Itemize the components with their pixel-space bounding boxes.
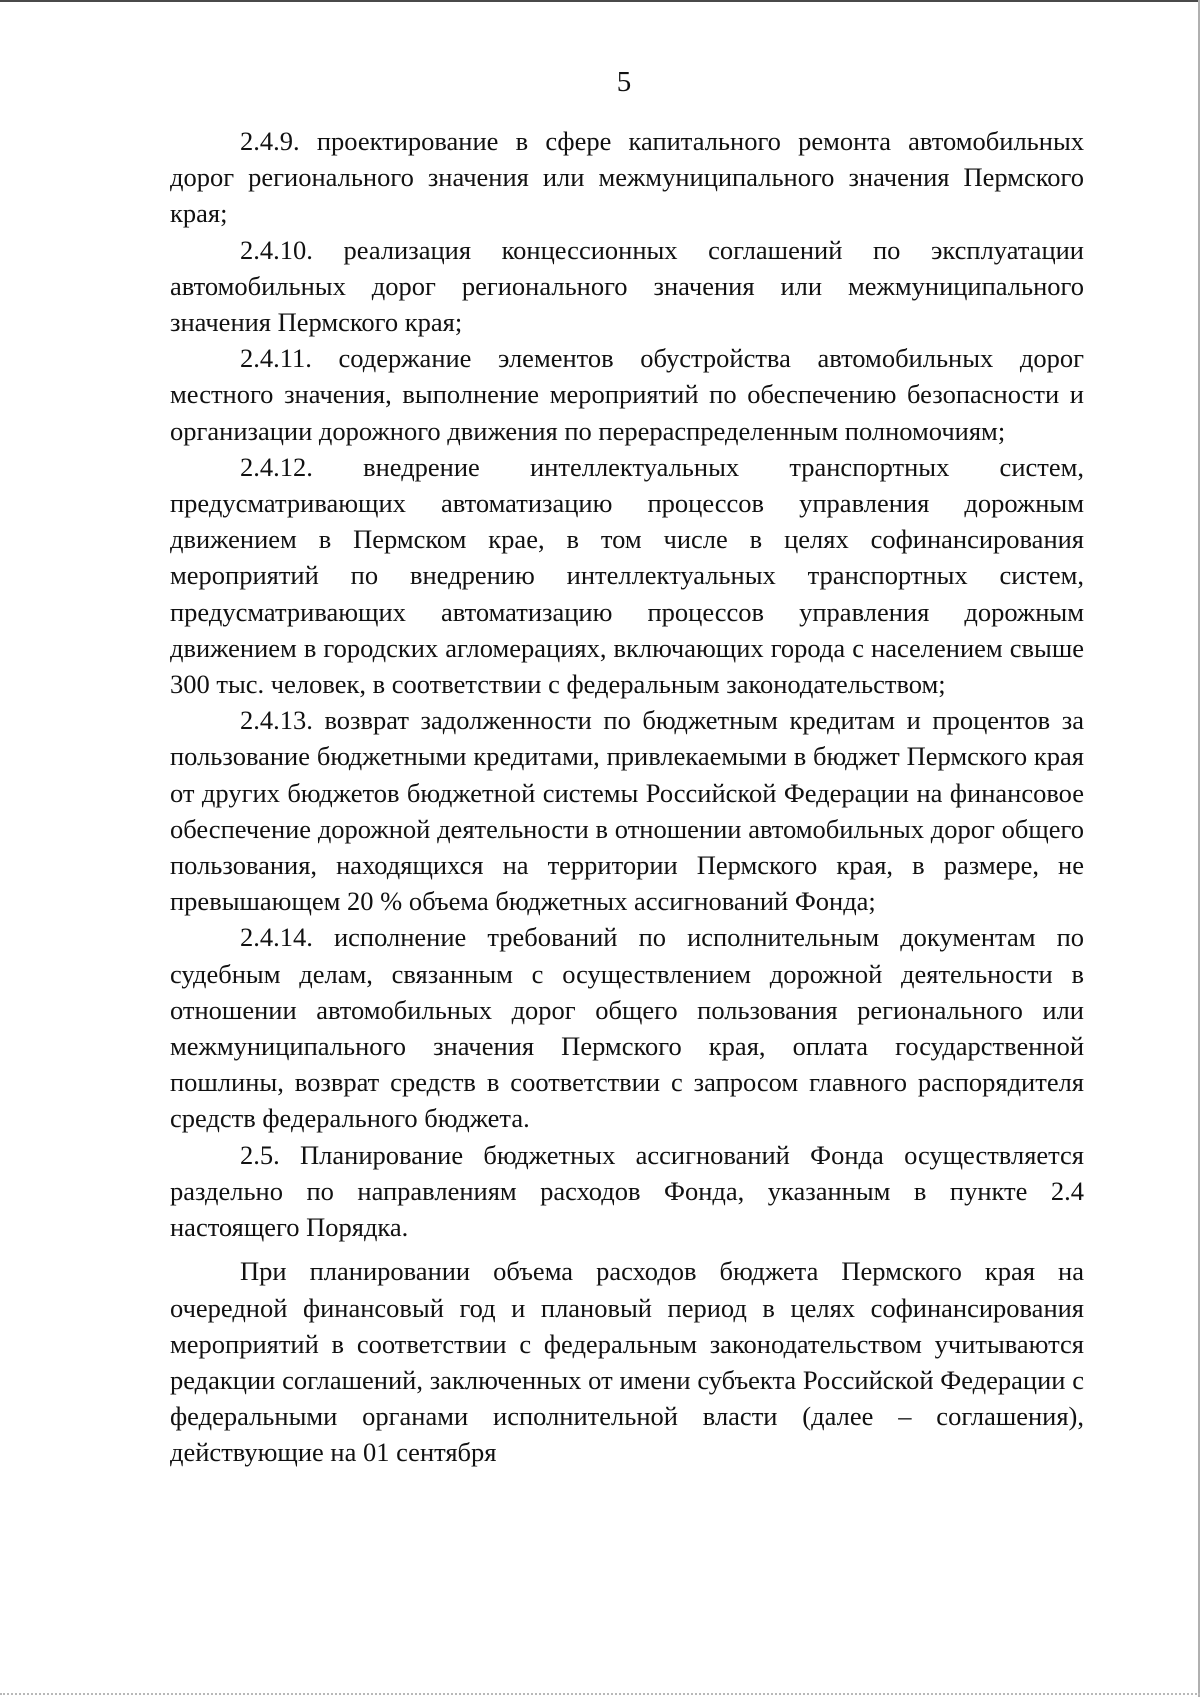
paragraph-2-4-13: 2.4.13. возврат задолженности по бюджетным кредитам и процентов за пользование бюджетными кредитами, привлекаемыми в бюджет Пермского края от других бюджетов бюджетной системы Российской Федерации на финансовое обеспечение дорожной деятельности в отношении автомобильных дорог общего пользования, находящихся на территории Пермского края, в размере, не превышающем 20 % объема бюджетных ассигнований Фонда; bbox=[170, 705, 1084, 917]
scan-bottom-edge bbox=[0, 1693, 1200, 1695]
paragraph-2-4-12: 2.4.12. внедрение интеллектуальных транспортных систем, предусматривающих автоматизацию процессов управления дорожным движением в Пермском крае, в том числе в целях софинансирования мероприятий по внедрению интеллектуальных транспортных систем, предусматривающих автоматизацию процессов управления дорожным движением в городских агломерациях, включающих города с населением свыше 300 тыс. человек, в соответствии с федеральным законодательством; bbox=[170, 451, 1084, 700]
scan-top-edge bbox=[0, 0, 1200, 2]
paragraph-2-4-10: 2.4.10. реализация концессионных соглашений по эксплуатации автомобильных дорог регионального значения или межмуниципального значения Пермского края; bbox=[170, 234, 1084, 338]
paragraph-2-5: 2.5. Планирование бюджетных ассигнований Фонда осуществляется раздельно по направлениям расходов Фонда, указанным в пункте 2.4 настоящего Порядка. bbox=[170, 1139, 1084, 1243]
paragraph-2-4-11: 2.4.11. содержание элементов обустройства автомобильных дорог местного значения, выполнение мероприятий по обеспечению безопасности и организации дорожного движения по перераспределенным полномочиям; bbox=[170, 343, 1084, 446]
paragraph-planning: При планировании объема расходов бюджета Пермского края на очередной финансовый год и плановый период в целях софинансирования мероприятий в соответствии с федеральным законодательством учитываются редакции соглашений, заключенных от имени субъекта Российской Федерации с федеральными органами исполнительной власти (далее – соглашения), действующие на 01 сентября bbox=[170, 1256, 1084, 1468]
document-body bbox=[170, 123, 1084, 1471]
paragraph-2-4-9: 2.4.9. проектирование в сфере капитального ремонта автомобильных дорог регионального значения или межмуниципального значения Пермского края; bbox=[170, 126, 1084, 229]
paragraph-2-4-14: 2.4.14. исполнение требований по исполнительным документам по судебным делам, связанным с осуществлением дорожной деятельности в отношении автомобильных дорог общего пользования регионального или межмуниципального значения Пермского края, оплата государственной пошлины, возврат средств в соответствии с запросом главного распорядителя средств федерального бюджета. bbox=[170, 922, 1084, 1134]
page-number: 5 bbox=[616, 66, 632, 98]
